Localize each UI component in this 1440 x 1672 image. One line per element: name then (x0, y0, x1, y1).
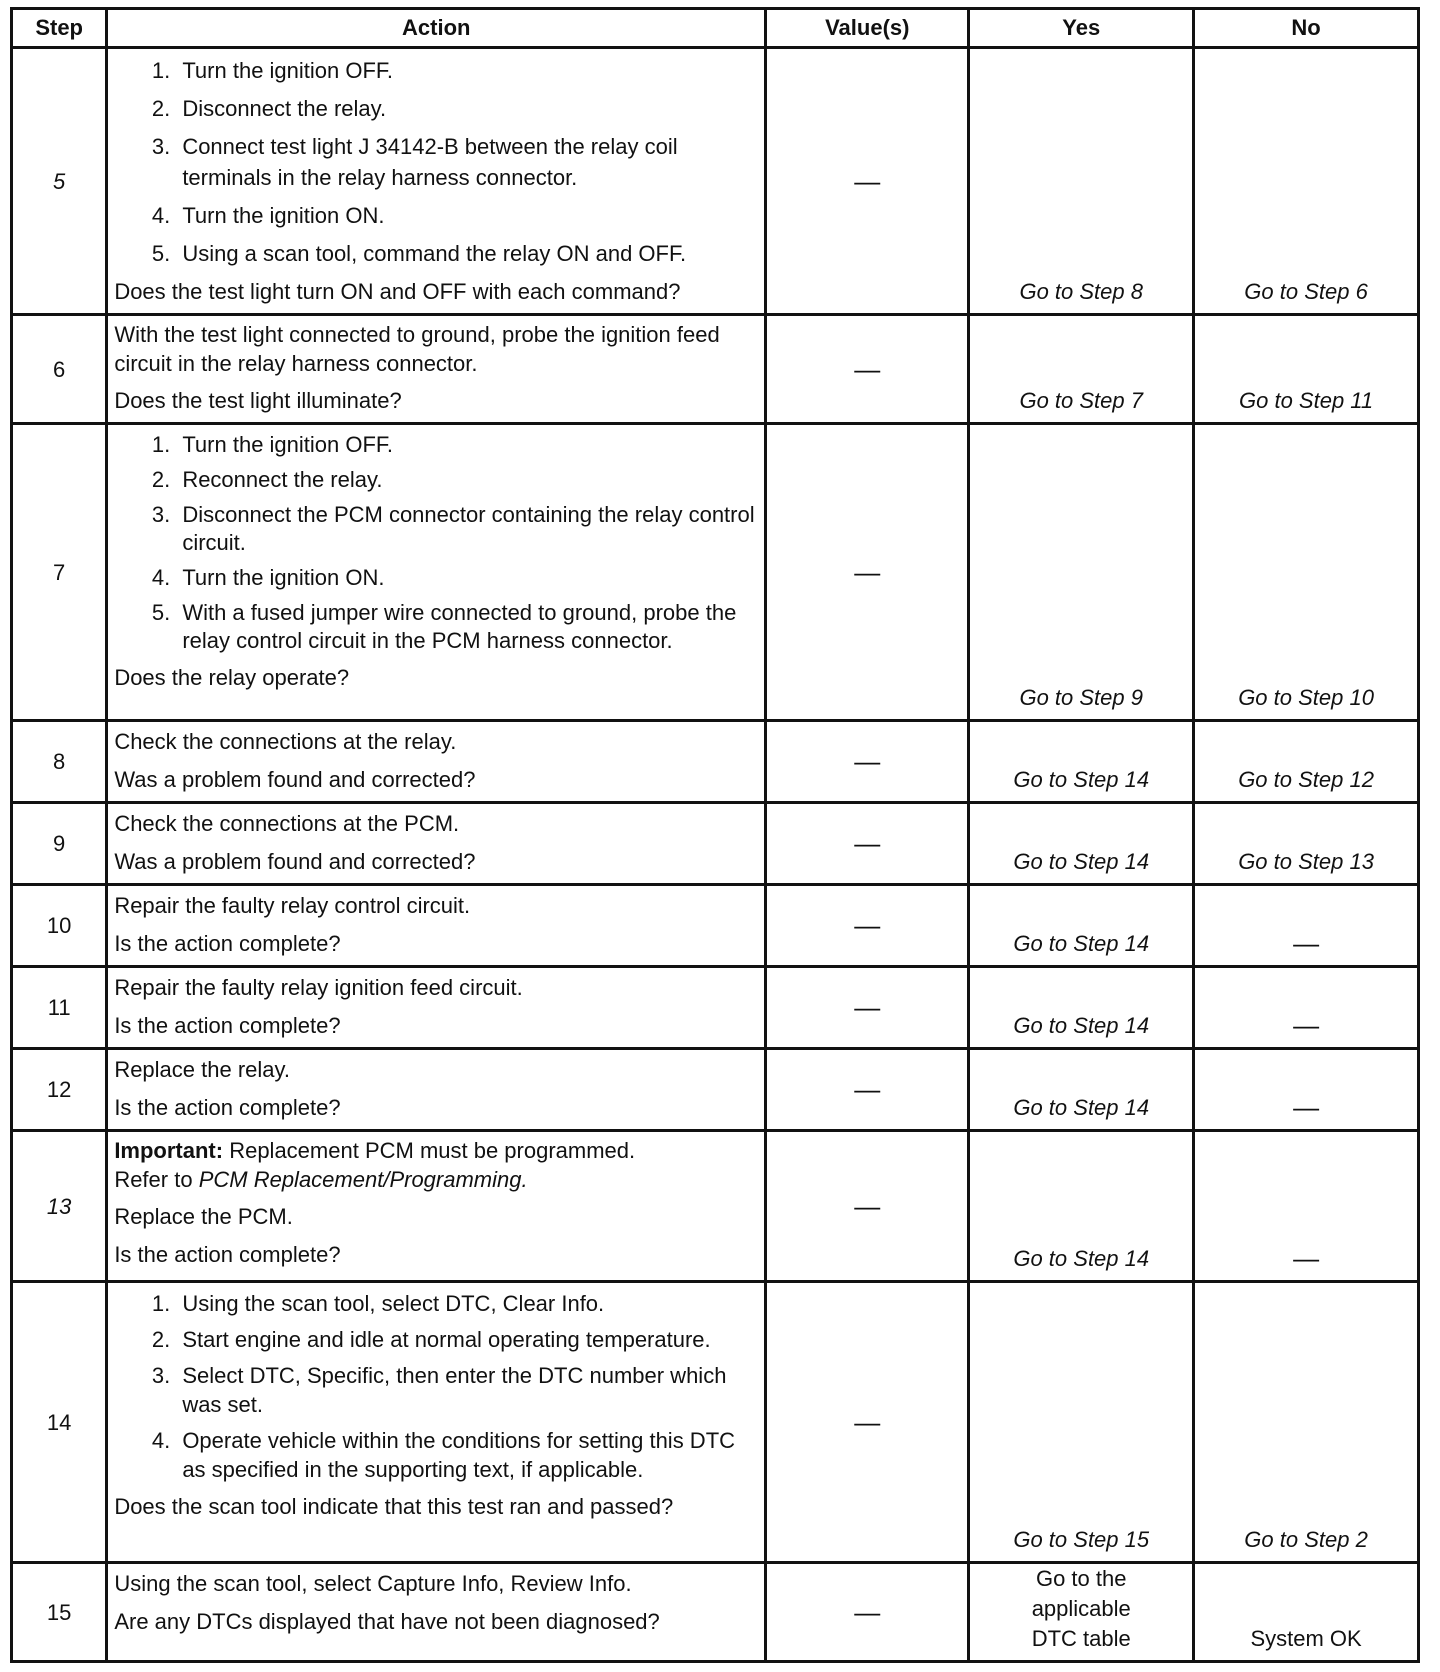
yes-cell: Go to Step 8 (969, 48, 1194, 315)
value-cell: — (766, 1049, 969, 1131)
list-item: 5. Using a scan tool, command the relay ON and OFF. (176, 238, 758, 269)
action-cell (107, 1563, 766, 1662)
list-item: 3. Select DTC, Specific, then enter the DTC number which was set. (176, 1361, 758, 1419)
list-item: 3. Connect test light J 34142-B between the relay coil terminals in the relay harness connector. (176, 131, 758, 193)
action-cell (107, 967, 766, 1049)
list-item: 1. Turn the ignition OFF. (176, 431, 758, 459)
no-cell: Go to Step 2 (1194, 1282, 1419, 1563)
list-item: 4. Turn the ignition ON. (176, 564, 758, 592)
refer-prefix: Refer to (114, 1167, 193, 1192)
action-cell (107, 48, 766, 315)
table-row-step-9 (12, 803, 1419, 885)
important-label: Important: (114, 1138, 224, 1163)
step-number: 10 (12, 885, 107, 967)
important-text: Replacement PCM must be programmed. (229, 1138, 636, 1163)
no-cell: Go to Step 6 (1194, 48, 1419, 315)
action-cell (107, 315, 766, 424)
table-row-step-14 (12, 1282, 1419, 1563)
step-number: 12 (12, 1049, 107, 1131)
list-item: 4. Turn the ignition ON. (176, 200, 758, 231)
table-row-step-6 (12, 315, 1419, 424)
action-question: Does the relay operate? (114, 665, 350, 690)
action-question: Is the action complete? (114, 1095, 341, 1120)
yes-line: applicable (1031, 1596, 1131, 1621)
action-question: Was a problem found and corrected? (114, 849, 476, 874)
step-number: 14 (12, 1282, 107, 1563)
yes-line: Go to the (1035, 1566, 1127, 1591)
table-row-step-12 (12, 1049, 1419, 1131)
yes-cell: Go to Step 9 (969, 424, 1194, 721)
action-question: Are any DTCs displayed that have not been diagnosed? (114, 1609, 660, 1634)
action-cell (107, 1282, 766, 1563)
step-number: 11 (12, 967, 107, 1049)
yes-cell: Go to Step 14 (969, 967, 1194, 1049)
no-cell: System OK (1194, 1563, 1419, 1662)
action-cell (107, 803, 766, 885)
reference-link[interactable]: PCM Replacement/Programming. (198, 1167, 528, 1192)
step-number: 6 (12, 315, 107, 424)
value-cell: — (766, 803, 969, 885)
no-cell: Go to Step 12 (1194, 721, 1419, 803)
table-row-step-15 (12, 1563, 1419, 1662)
header-step: Step (12, 9, 107, 48)
value-cell: — (766, 424, 969, 721)
value-cell: — (766, 1563, 969, 1662)
value-cell: — (766, 48, 969, 315)
diagnostic-table-sheet (10, 7, 1420, 1663)
action-text: Replace the relay. (114, 1057, 291, 1082)
yes-cell: Go to Step 7 (969, 315, 1194, 424)
action-cell (107, 1131, 766, 1282)
list-item: 3. Disconnect the PCM connector containing the relay control circuit. (176, 501, 758, 557)
important-note (114, 1136, 758, 1194)
list-item: 5. With a fused jumper wire connected to ground, probe the relay control circuit in the PCM harness connector. (176, 599, 758, 655)
no-cell: — (1194, 1131, 1419, 1282)
yes-cell: Go to Step 14 (969, 721, 1194, 803)
action-text: With the test light connected to ground, probe the ignition feed circuit in the relay harness connector. (114, 322, 720, 376)
action-question: Is the action complete? (114, 1242, 341, 1267)
step-number: 15 (12, 1563, 107, 1662)
action-text: Replace the PCM. (114, 1204, 293, 1229)
action-list (114, 1289, 758, 1484)
step-number: 7 (12, 424, 107, 721)
no-cell: Go to Step 11 (1194, 315, 1419, 424)
yes-cell: Go to Step 14 (969, 885, 1194, 967)
header-no: No (1194, 9, 1419, 48)
value-cell: — (766, 1131, 969, 1282)
list-item: 1. Using the scan tool, select DTC, Clear Info. (176, 1289, 758, 1318)
table-row-step-8 (12, 721, 1419, 803)
table-row-step-13 (12, 1131, 1419, 1282)
no-cell: — (1194, 1049, 1419, 1131)
yes-line: DTC table (1031, 1626, 1131, 1651)
action-list (114, 431, 758, 655)
step-number: 9 (12, 803, 107, 885)
no-cell: — (1194, 885, 1419, 967)
value-cell: — (766, 885, 969, 967)
yes-cell: Go to Step 14 (969, 1049, 1194, 1131)
action-text: Check the connections at the PCM. (114, 811, 460, 836)
table-row-step-5 (12, 48, 1419, 315)
action-cell (107, 721, 766, 803)
list-item: 1. Turn the ignition OFF. (176, 55, 758, 86)
list-item: 4. Operate vehicle within the conditions for setting this DTC as specified in the supporting text, if applicable. (176, 1426, 758, 1484)
action-question: Does the test light turn ON and OFF with each command? (114, 279, 681, 304)
action-list (114, 55, 758, 269)
table-row-step-7 (12, 424, 1419, 721)
table-row-step-10 (12, 885, 1419, 967)
yes-cell (969, 1563, 1194, 1662)
action-question: Was a problem found and corrected? (114, 767, 476, 792)
list-item: 2. Start engine and idle at normal operating temperature. (176, 1325, 758, 1354)
header-row (12, 9, 1419, 48)
action-cell (107, 424, 766, 721)
value-cell: — (766, 315, 969, 424)
no-cell: Go to Step 13 (1194, 803, 1419, 885)
header-values: Value(s) (766, 9, 969, 48)
step-number: 8 (12, 721, 107, 803)
yes-cell: Go to Step 14 (969, 1131, 1194, 1282)
step-number: 13 (12, 1131, 107, 1282)
list-item: 2. Disconnect the relay. (176, 93, 758, 124)
action-cell (107, 1049, 766, 1131)
action-question: Does the scan tool indicate that this test ran and passed? (114, 1494, 674, 1519)
action-text: Repair the faulty relay ignition feed circuit. (114, 975, 523, 1000)
action-cell (107, 885, 766, 967)
header-yes: Yes (969, 9, 1194, 48)
action-text: Repair the faulty relay control circuit. (114, 893, 471, 918)
header-action: Action (107, 9, 766, 48)
value-cell: — (766, 1282, 969, 1563)
table-row-step-11 (12, 967, 1419, 1049)
action-text: Using the scan tool, select Capture Info, Review Info. (114, 1571, 632, 1596)
list-item: 2. Reconnect the relay. (176, 466, 758, 494)
action-text: Check the connections at the relay. (114, 729, 457, 754)
action-question: Does the test light illuminate? (114, 388, 402, 413)
action-question: Is the action complete? (114, 1013, 341, 1038)
yes-cell: Go to Step 14 (969, 803, 1194, 885)
value-cell: — (766, 721, 969, 803)
value-cell: — (766, 967, 969, 1049)
yes-cell: Go to Step 15 (969, 1282, 1194, 1563)
no-cell: — (1194, 967, 1419, 1049)
action-question: Is the action complete? (114, 931, 341, 956)
step-number: 5 (12, 48, 107, 315)
no-cell: Go to Step 10 (1194, 424, 1419, 721)
diagnostic-table (10, 7, 1420, 1663)
